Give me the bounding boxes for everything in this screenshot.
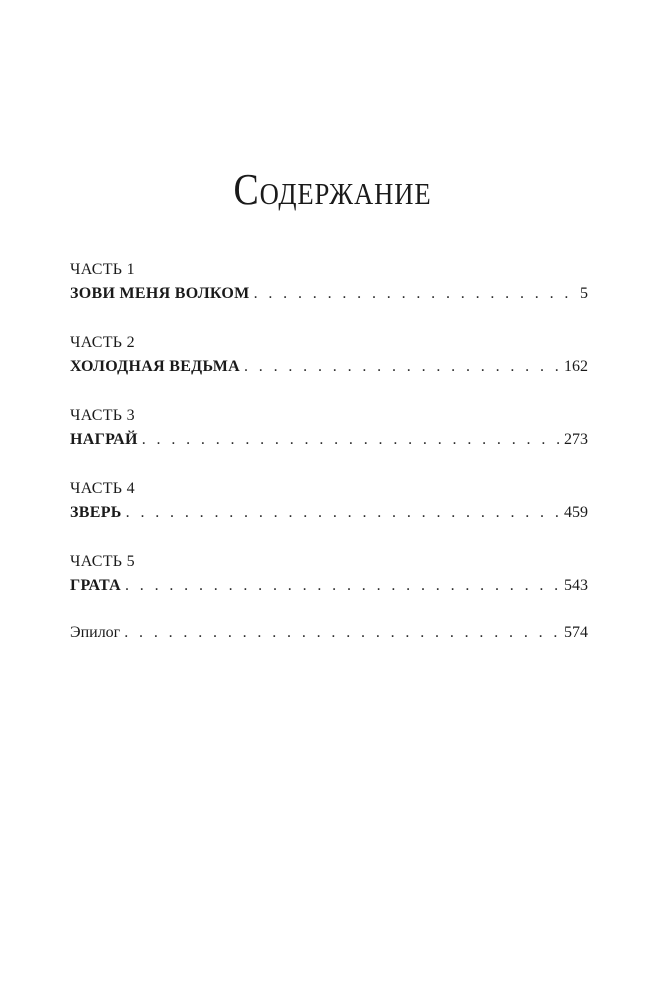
dot-leader (254, 282, 576, 306)
page-number: 5 (580, 285, 588, 302)
part-label: ЧАСТЬ 2 (70, 334, 135, 351)
toc-entry-part-2 (70, 331, 588, 379)
dot-leader (244, 355, 560, 379)
part-title: ЗВЕРЬ (70, 504, 122, 521)
part-title: НАГРАЙ (70, 431, 138, 448)
dot-leader (142, 428, 560, 452)
part-label: ЧАСТЬ 5 (70, 553, 135, 570)
page-number: 162 (564, 358, 588, 375)
toc-entry-part-1 (70, 258, 588, 306)
part-title: ГРАТА (70, 577, 121, 594)
toc-entry-epilogue (70, 621, 588, 645)
part-title: ЗОВИ МЕНЯ ВОЛКОМ (70, 285, 250, 302)
page-number: 273 (564, 431, 588, 448)
toc-line[interactable] (70, 428, 588, 452)
toc-entry-part-3 (70, 404, 588, 452)
page-number: 574 (564, 624, 588, 641)
toc-line[interactable] (70, 501, 588, 525)
dot-leader (125, 574, 560, 598)
table-of-contents (70, 258, 588, 670)
part-label: ЧАСТЬ 4 (70, 480, 135, 497)
page-number: 459 (564, 504, 588, 521)
toc-entry-part-5 (70, 550, 588, 598)
toc-line[interactable] (70, 574, 588, 598)
page-title: Содержание (233, 165, 432, 214)
toc-entry-part-4 (70, 477, 588, 525)
part-label: ЧАСТЬ 3 (70, 407, 135, 424)
toc-line[interactable] (70, 355, 588, 379)
toc-line[interactable] (70, 282, 588, 306)
dot-leader (126, 501, 560, 525)
toc-line[interactable] (70, 621, 588, 645)
part-label: ЧАСТЬ 1 (70, 261, 135, 278)
epilogue-title: Эпилог (70, 624, 121, 641)
page-number: 543 (564, 577, 588, 594)
part-title: ХОЛОДНАЯ ВЕДЬМА (70, 358, 240, 375)
dot-leader (124, 621, 560, 645)
